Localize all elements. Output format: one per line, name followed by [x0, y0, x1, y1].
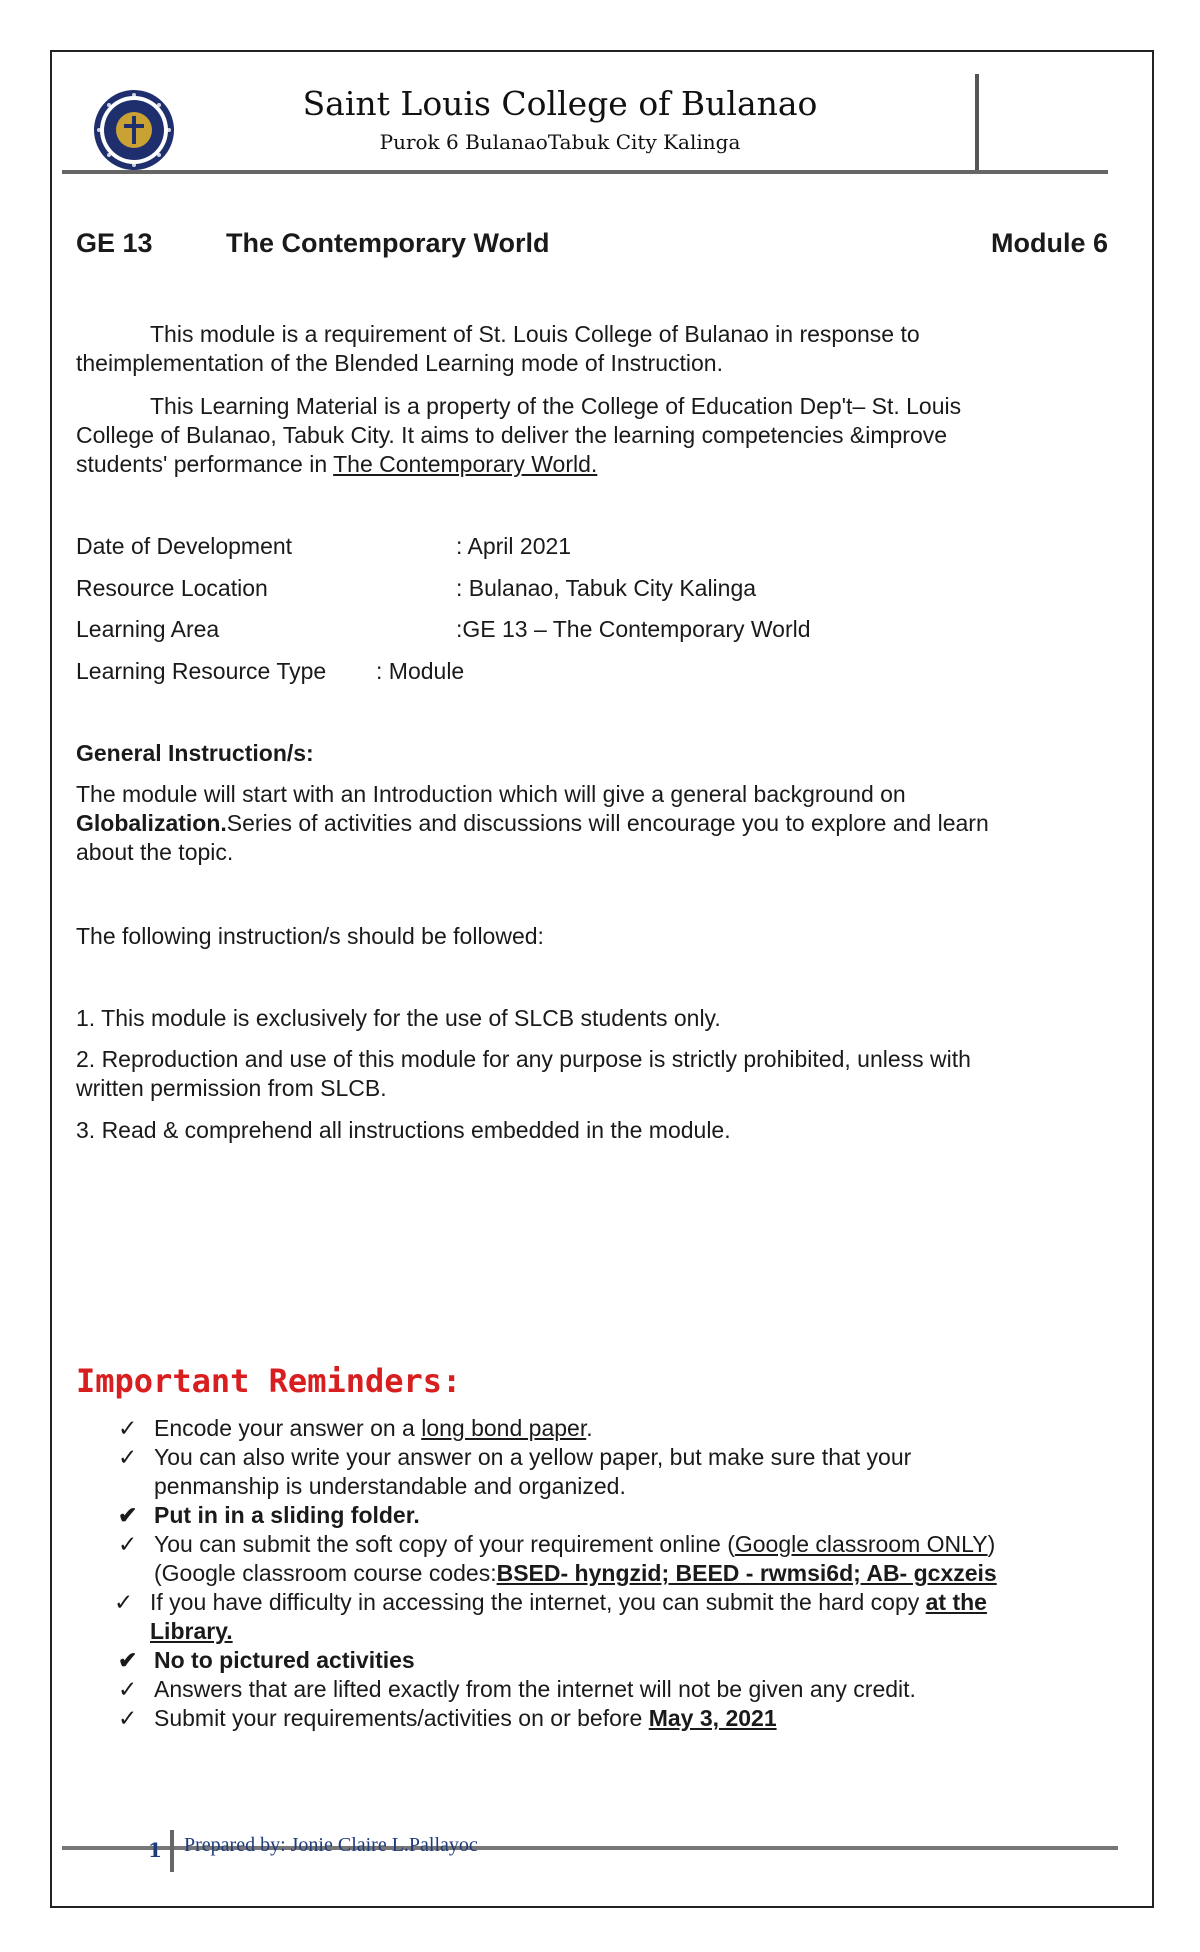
prepared-by: Prepared by: Jonie Claire L.Pallayoc — [184, 1834, 478, 1856]
check-icon: ✓ — [118, 1531, 138, 1557]
reminder-text: No to pictured activities — [154, 1647, 415, 1673]
course-codes: BSED- hyngzid; BEED - rwmsi6d; AB- gcxzeis — [496, 1560, 997, 1586]
general-instructions-paragraph — [76, 780, 1076, 867]
school-name: Saint Louis College of Bulanao — [302, 84, 818, 123]
instruction-2-line2: written permission from SLCB. — [76, 1075, 387, 1101]
follow-instructions-text: The following instruction/s should be followed: — [76, 923, 544, 949]
info-label: Learning Area — [76, 616, 220, 642]
reminder-text: You can submit the soft copy of your requirement online ( — [154, 1531, 735, 1557]
intro-paragraph-1 — [76, 320, 1076, 378]
instruction-2-line1: 2. Reproduction and use of this module for any purpose is strictly prohibited, unless with — [76, 1046, 971, 1072]
module-number: Module 6 — [990, 228, 1108, 258]
reminder-text: Put in in a sliding folder. — [154, 1502, 420, 1528]
check-icon: ✓ — [118, 1415, 138, 1441]
school-address: Purok 6 BulanaoTabuk City Kalinga — [379, 130, 741, 154]
intro-p1-line1: This module is a requirement of St. Louis College of Bulanao in response to — [150, 321, 920, 347]
info-value: :GE 13 – The Contemporary World — [456, 616, 811, 642]
reminder-text-end: . — [586, 1415, 593, 1441]
globalization-term: Globalization. — [76, 810, 227, 836]
course-title: The Contemporary World — [226, 228, 550, 258]
deadline-date: May 3, 2021 — [648, 1705, 777, 1731]
check-icon: ✓ — [118, 1676, 138, 1702]
info-label: Resource Location — [76, 575, 268, 601]
intro-p2-line1: This Learning Material is a property of the College of Education Dep't– St. Louis — [150, 393, 962, 419]
info-label: Learning Resource Type — [76, 658, 327, 684]
footer-divider-vertical — [170, 1830, 174, 1872]
check-icon: ✔ — [118, 1502, 138, 1528]
general-line1: The module will start with an Introduction which will give a general background on — [76, 781, 906, 807]
intro-paragraph-2 — [76, 392, 1076, 479]
intro-p1-line2: theimplementation of the Blended Learning mode of Instruction. — [76, 350, 723, 376]
course-bar — [76, 228, 1108, 264]
instruction-item-1: 1. This module is exclusively for the use of SLCB students only. — [76, 1005, 721, 1031]
school-seal-logo — [93, 89, 175, 171]
header-divider — [62, 170, 1108, 174]
course-codes-label: (Google classroom course codes: — [154, 1560, 497, 1586]
library-text: Library. — [150, 1618, 233, 1644]
info-value: : Bulanao, Tabuk City Kalinga — [456, 575, 757, 601]
info-value: : Module — [376, 658, 465, 684]
reminder-text: If you have difficulty in accessing the internet, you can submit the hard copy — [150, 1589, 926, 1615]
reminder-text: Answers that are lifted exactly from the internet will not be given any credit. — [154, 1676, 916, 1702]
check-icon: ✔ — [118, 1647, 138, 1673]
check-icon: ✓ — [118, 1705, 138, 1731]
check-icon: ✓ — [118, 1444, 138, 1470]
general-line3: about the topic. — [76, 839, 234, 865]
intro-p2-line2: College of Bulanao, Tabuk City. It aims to deliver the learning competencies &improve — [76, 422, 948, 448]
long-bond-paper-text: long bond paper — [421, 1415, 587, 1441]
general-instructions-heading: General Instruction/s: — [76, 740, 314, 766]
general-line2: Series of activities and discussions will encourage you to explore and learn — [226, 810, 989, 836]
instruction-item-3: 3. Read & comprehend all instructions embedded in the module. — [76, 1117, 731, 1143]
info-value: : April 2021 — [456, 533, 572, 559]
reminder-text: You can also write your answer on a yellow paper, but make sure that your — [154, 1444, 912, 1470]
instruction-item-2 — [76, 1045, 1076, 1103]
page-number: 1 — [148, 1838, 162, 1862]
important-reminders-title: Important Reminders: — [76, 1362, 462, 1400]
at-the-library-text: at the — [925, 1589, 987, 1615]
reminder-text: penmanship is understandable and organized. — [154, 1473, 626, 1499]
google-classroom-text: Google classroom ONLY — [734, 1531, 988, 1557]
reminder-text: Submit your requirements/activities on or before — [154, 1705, 649, 1731]
header-divider-vertical — [975, 74, 979, 172]
info-label: Date of Development — [76, 533, 293, 559]
check-icon: ✓ — [114, 1589, 134, 1615]
course-title-underlined: The Contemporary World. — [333, 451, 598, 477]
reminder-text-end: ) — [987, 1531, 996, 1557]
reminder-text: Encode your answer on a — [154, 1415, 422, 1441]
intro-p2-line3: students' performance in — [76, 451, 334, 477]
course-code: GE 13 — [76, 228, 153, 258]
